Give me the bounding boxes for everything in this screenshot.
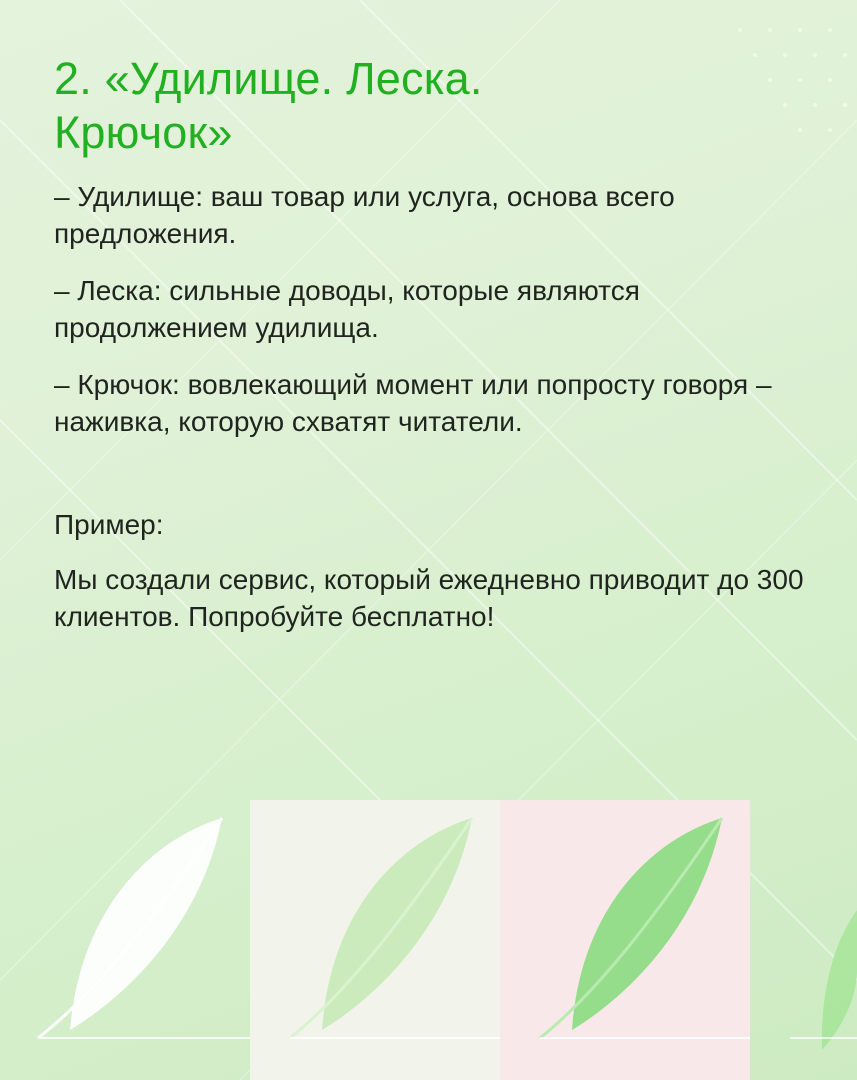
feather-icon — [0, 800, 250, 1080]
feather-decoration — [0, 800, 857, 1080]
title-line-1: 2. «Удилище. Леска. — [54, 53, 483, 104]
feather-icon — [250, 800, 500, 1080]
feather-tile-4 — [750, 800, 857, 1080]
point-rod: – Удилище: ваш товар или услуга, основа всего предложения. — [54, 181, 675, 249]
title-line-2: Крючок» — [54, 107, 233, 158]
page-title — [54, 52, 814, 160]
point-hook: – Крючок: вовлекающий момент или попросту говоря – наживка, которую схватят читатели. — [54, 369, 772, 437]
feather-tile-3 — [500, 800, 750, 1080]
point-line: – Леска: сильные доводы, которые являются продолжением удилища. — [54, 275, 640, 343]
feather-tile-1 — [0, 800, 250, 1080]
main-content — [54, 52, 814, 655]
feather-tile-2 — [250, 800, 500, 1080]
feather-icon — [750, 800, 857, 1080]
example-text: Мы создали сервис, который ежедневно приводит до 300 клиентов. Попробуйте бесплатно! — [54, 564, 804, 632]
feather-icon — [500, 800, 750, 1080]
example-label: Пример: — [54, 509, 164, 540]
